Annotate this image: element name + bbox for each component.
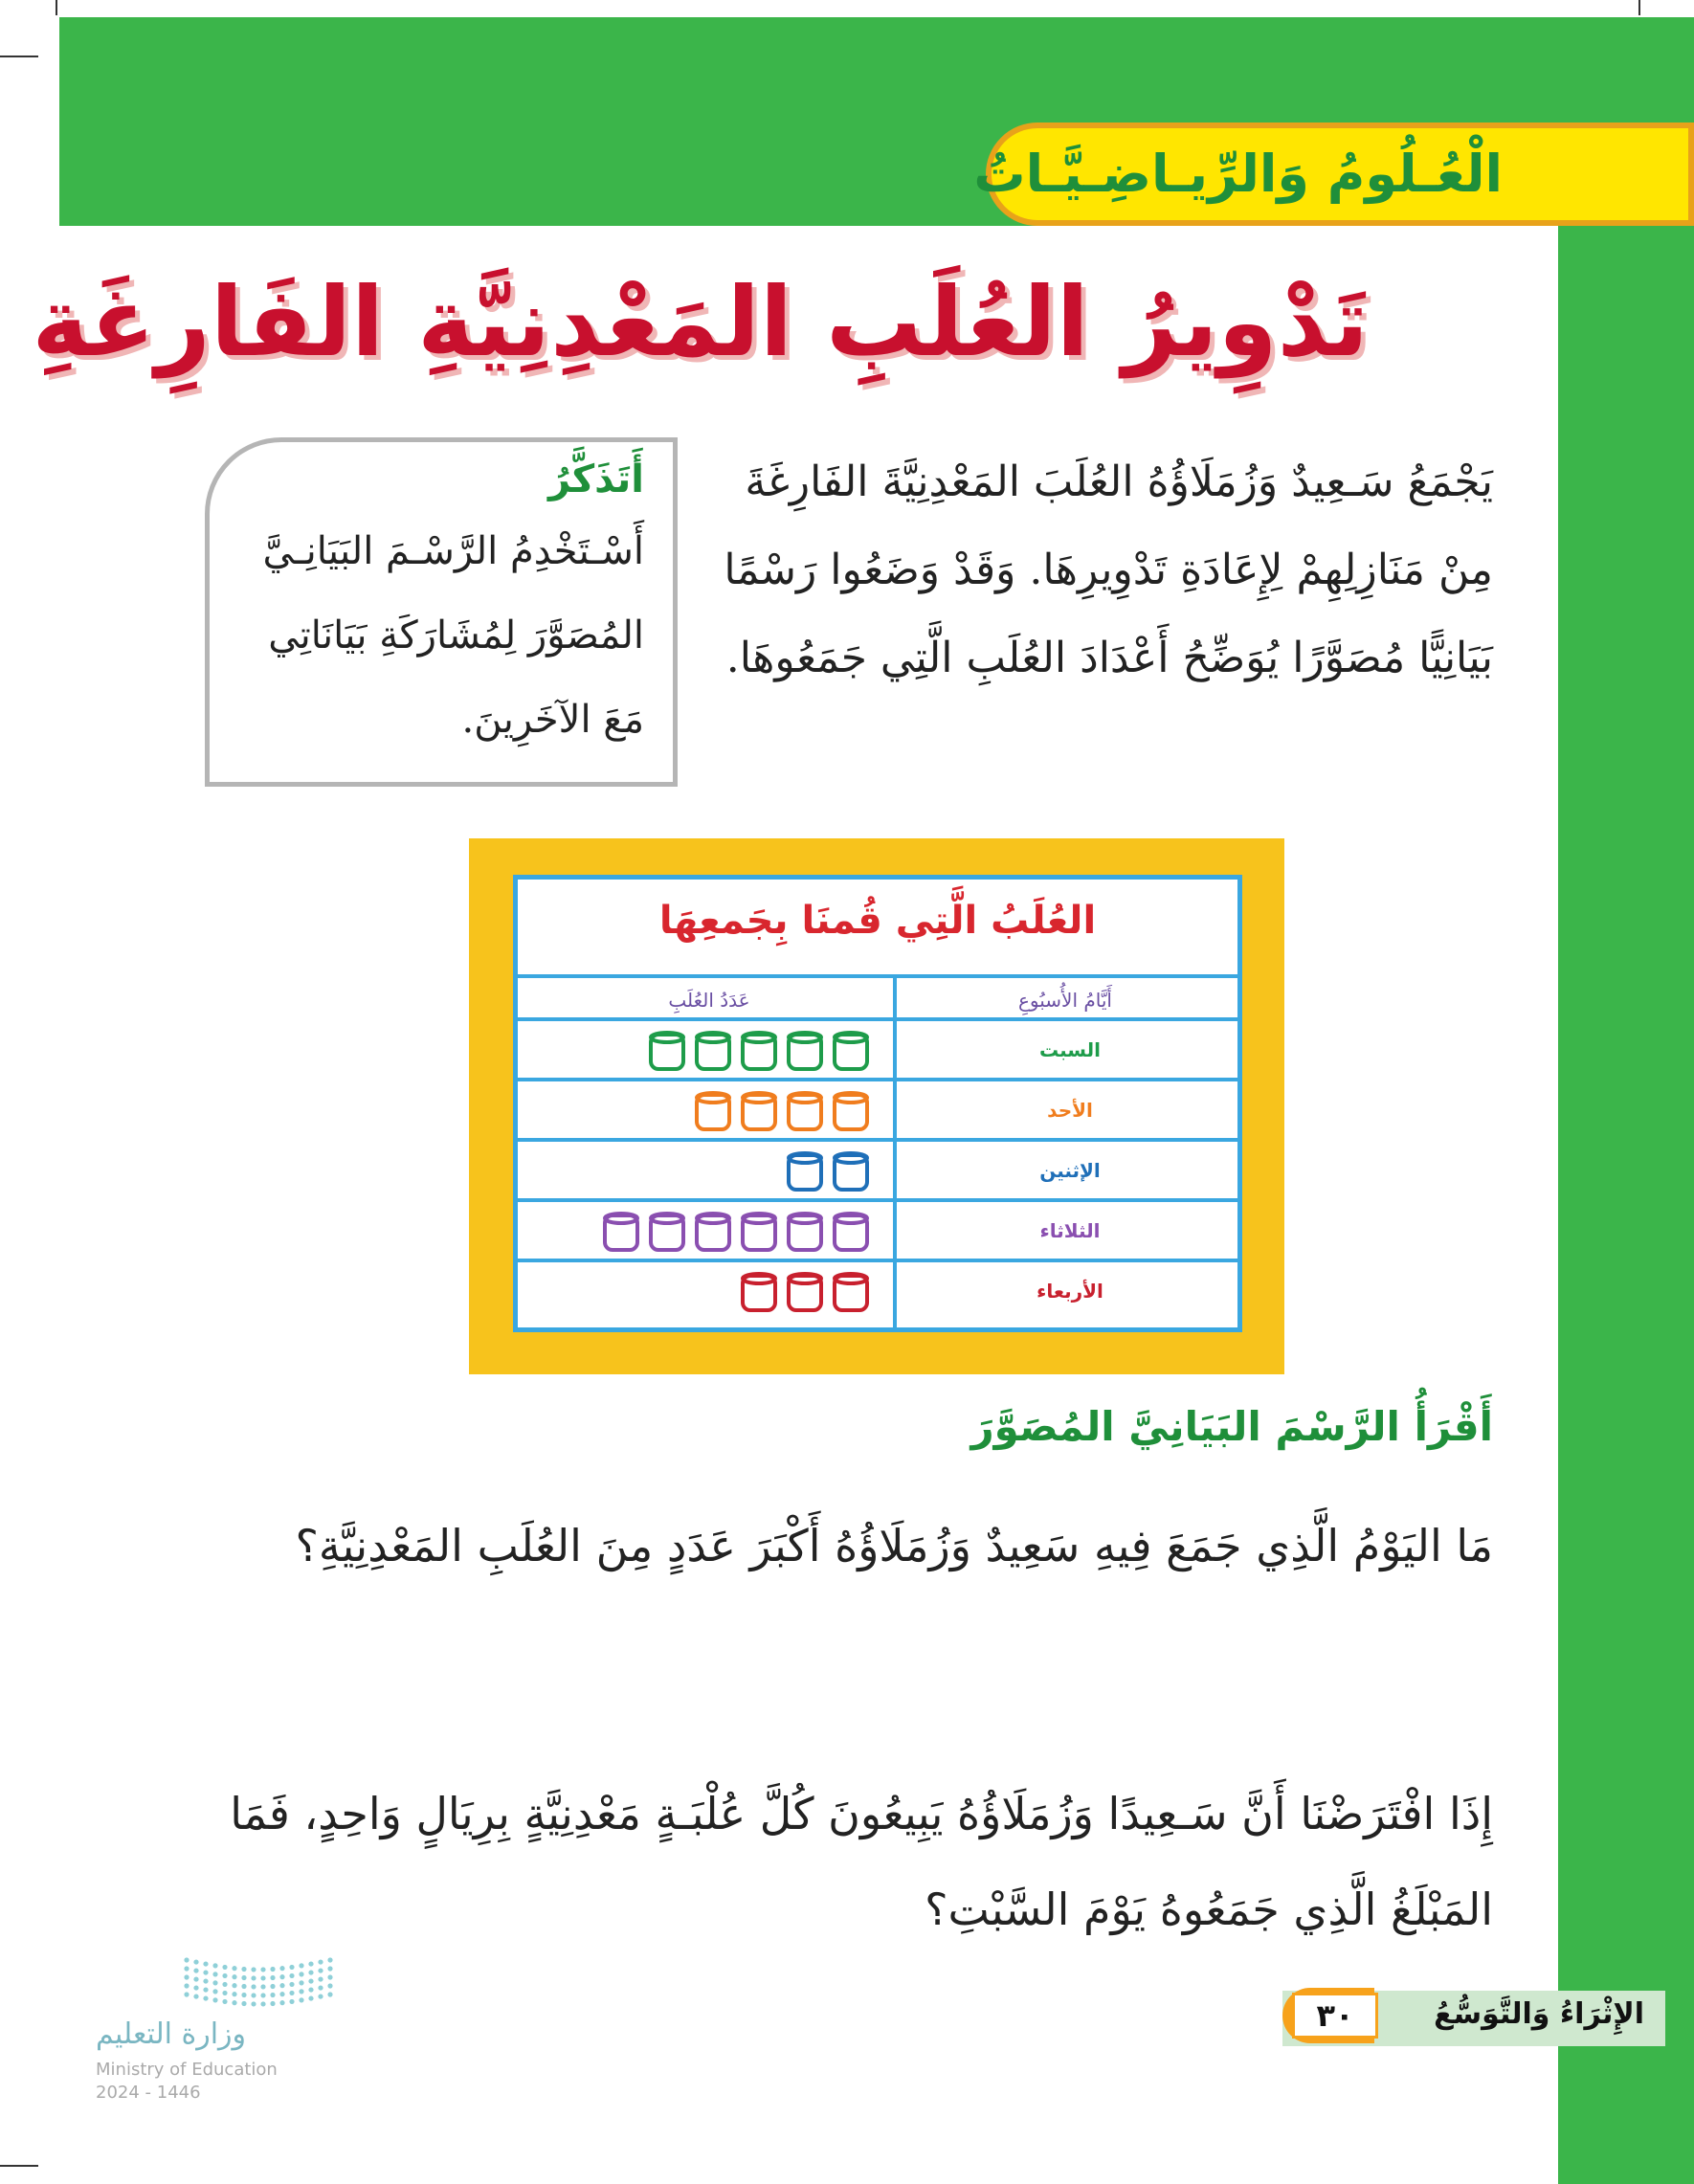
question-1: مَا اليَوْمُ الَّذِي جَمَعَ فِيهِ سَعِيدٌ وَزُمَلَاؤُهُ أَكْبَرَ عَدَدٍ مِنَ العُلَبِ المَعْدِنِيَّةِ؟ — [295, 1520, 1493, 1571]
table-row-rule — [518, 1198, 1237, 1202]
section-heading: أَقْرَأُ الرَّسْمَ البَيَانِيَّ المُصَوَّرَ — [970, 1403, 1493, 1450]
can-icon — [835, 1093, 867, 1129]
can-row — [556, 1025, 872, 1079]
crop-mark — [0, 2165, 38, 2167]
can-icon — [651, 1214, 683, 1250]
can-icon — [743, 1274, 775, 1310]
day-label: السبت — [1038, 1038, 1102, 1061]
column-header-count: عَدَدُ العُلَبِ — [668, 989, 750, 1012]
intro-paragraph: يَجْمَعُ سَـعِيدٌ وَزُمَلَاؤُهُ العُلَبَ المَعْدِنِيَّةَ الفَارِغَةَ مِنْ مَنَازِلِهِمْ لِإِعَادَةِ تَدْوِيرِهَا. وَقَدْ وَضَعُوا رَسْمًا بَيَانِيًّا مُصَوَّرًا يُوَضِّحُ أَعْدَادَ العُلَبِ الَّتِي جَمَعُوهَا. — [724, 457, 1493, 682]
can-icon — [835, 1033, 867, 1069]
can-icon — [835, 1153, 867, 1190]
column-header-days: أَيَّامُ الأُسبُوعِ — [1018, 989, 1112, 1012]
chart-title: العُلَبُ الَّتِي قُمنَا بِجَمعِهَا — [658, 899, 1097, 943]
crop-mark — [1638, 0, 1640, 15]
day-label: الأحد — [1047, 1099, 1093, 1122]
can-icon — [697, 1214, 729, 1250]
can-icon — [605, 1214, 637, 1250]
can-icon — [743, 1033, 775, 1069]
table-row-rule — [518, 1017, 1237, 1021]
can-icon — [789, 1033, 821, 1069]
subject-label: الْعُـلُومُ وَالرِّيـاضِـيَّـاتُ — [973, 144, 1503, 204]
remember-text: أَسْـتَخْدِمُ الرَّسْـمَ البَيَانِـيَّ المُصَوَّرَ لِمُشَارَكَةِ بَيَانَاتِي مَعَ الآخَرِينَ. — [262, 529, 644, 742]
right-green-band — [1558, 226, 1694, 2184]
table-row-rule — [518, 1259, 1237, 1262]
can-icon — [789, 1093, 821, 1129]
can-icon — [835, 1274, 867, 1310]
can-row — [556, 1146, 872, 1199]
ministry-name-ar: وزارة التعليم — [96, 2017, 247, 2051]
can-icon — [789, 1274, 821, 1310]
can-icon — [697, 1033, 729, 1069]
table-row-rule — [518, 1078, 1237, 1081]
can-icon — [789, 1214, 821, 1250]
day-label: الثلاثاء — [1039, 1219, 1101, 1242]
table-row-rule — [518, 1138, 1237, 1142]
can-icon — [697, 1093, 729, 1129]
can-icon — [743, 1214, 775, 1250]
crop-mark — [56, 0, 57, 15]
table-rule — [518, 974, 1237, 978]
can-row — [556, 1206, 872, 1259]
can-row — [556, 1266, 872, 1320]
can-icon — [651, 1033, 683, 1069]
day-label: الأربعاء — [1036, 1280, 1103, 1303]
day-label: الإثنين — [1039, 1159, 1101, 1182]
footer-label: الإِثْرَاءُ وَالتَّوَسُّعُ — [1434, 1997, 1644, 2031]
remember-box — [205, 437, 678, 787]
page-number: ٣٠ — [1292, 1993, 1378, 2039]
page-title: تَدْوِيرُ العُلَبِ المَعْدِنِيَّةِ الفَارِغَةِ — [32, 266, 1369, 378]
pictograph-board — [513, 875, 1242, 1332]
crop-mark — [0, 56, 38, 57]
can-icon — [789, 1153, 821, 1190]
ministry-name-en: Ministry of Education — [96, 2060, 278, 2080]
can-icon — [835, 1214, 867, 1250]
can-row — [556, 1085, 872, 1139]
question-2: إِذَا افْتَرَضْنَا أَنَّ سَـعِيدًا وَزُمَلَاؤُهُ يَبِيعُونَ كُلَّ عُلْبَـةٍ مَعْدِنِيَّةٍ بِرِيَالٍ وَاحِدٍ، فَمَا المَبْلَغُ الَّذِي جَمَعُوهُ يَوْمَ السَّبْتِ؟ — [230, 1788, 1493, 1935]
remember-title: أَتَذَكَّرُ — [548, 457, 644, 501]
column-divider — [893, 978, 897, 1327]
can-icon — [743, 1093, 775, 1129]
ministry-year: 2024 - 1446 — [96, 2083, 201, 2103]
